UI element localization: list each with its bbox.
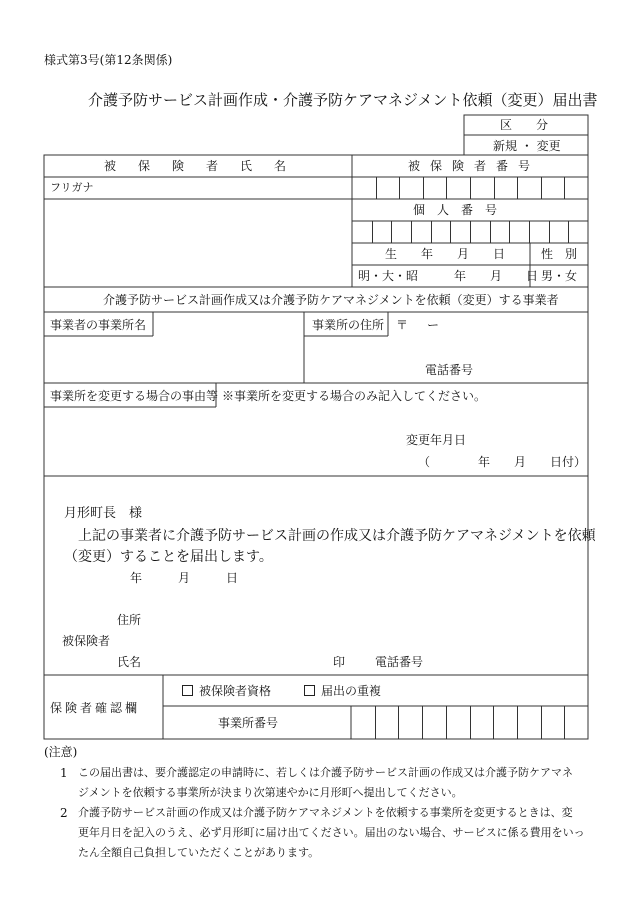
check-option2-label: 届出の重複: [321, 684, 382, 698]
declarant-phone-label: 電話番号: [375, 655, 424, 669]
change-reason-note: ※事業所を変更する場合のみ記入してください。: [222, 389, 487, 403]
form-number: 様式第3号(第12条関係): [44, 53, 173, 67]
insured-name-header: 被保険者氏名: [104, 159, 309, 173]
notes-heading: (注意): [44, 745, 78, 759]
note-1-line2: ジメントを依頼する事業所が決まり次第速やかに月形町へ提出してください。: [78, 786, 463, 799]
office-phone-label: 電話番号: [425, 363, 474, 377]
office-address-label: 事業所の住所: [312, 318, 385, 332]
checkbox-icon[interactable]: [304, 685, 315, 696]
provider-section-title: 介護予防サービス計画作成又は介護予防ケアマネジメントを依頼（変更）する事業者: [103, 293, 559, 307]
declaration-body-line2: （変更）することを届出します。: [64, 549, 273, 565]
office-number-label: 事業所番号: [218, 716, 279, 730]
declaration-date[interactable]: 年 月 日: [130, 571, 239, 585]
office-name-label: 事業者の事業所名: [50, 318, 147, 332]
note-2-line2: 更年月日を記入のうえ、必ず月形町に届け出てください。届出のない場合、サービスに係る費用をいっ: [78, 826, 585, 839]
form-title: 介護予防サービス計画作成・介護予防ケアマネジメント依頼（変更）届出書: [88, 91, 598, 109]
kubun-label: 区 分: [500, 118, 549, 132]
seal-label: 印: [333, 655, 346, 669]
check-duplicate-filing[interactable]: [304, 685, 381, 697]
note-1-number: 1: [60, 766, 68, 780]
kubun-value[interactable]: 新規 ・ 変更: [493, 139, 561, 153]
birthdate-value[interactable]: 明・大・昭 年 月 日: [358, 269, 539, 283]
gender-value[interactable]: 男・女: [541, 269, 578, 283]
change-date-label: 変更年月日: [406, 433, 467, 447]
change-reason-label: 事業所を変更する場合の事由等: [50, 389, 219, 403]
birthdate-header: 生 年 月 日: [385, 247, 506, 261]
note-2-line3: たん全額自己負担していただくことがあります。: [78, 846, 320, 859]
note-1-line1: この届出書は、要介護認定の申請時に、若しくは介護予防サービス計画の作成又は介護予防ケアマネ: [78, 766, 573, 779]
checkbox-icon[interactable]: [182, 685, 193, 696]
check-option1-label: 被保険者資格: [199, 684, 272, 698]
insured-number-header: 被保険者番号: [408, 159, 541, 173]
insurer-check-label: 保険者確認欄: [50, 701, 141, 715]
postal-dash: ー: [427, 318, 440, 332]
gender-header: 性 別: [541, 247, 578, 261]
addressee: 月形町長 様: [64, 506, 143, 521]
change-date-value[interactable]: （ 年 月 日付）: [418, 455, 587, 469]
declarant-insured-label: 被保険者: [62, 634, 111, 648]
furigana-label: フリガナ: [50, 181, 94, 194]
declarant-address-label: 住所: [117, 613, 142, 627]
postal-mark: 〒: [396, 318, 409, 332]
personal-number-label: 個 人 番 号: [413, 203, 498, 217]
declarant-name-label: 氏名: [117, 655, 142, 669]
check-insured-eligibility[interactable]: [182, 685, 271, 697]
note-2-number: 2: [60, 806, 68, 820]
note-2-line1: 介護予防サービス計画の作成又は介護予防ケアマネジメントを依頼する事業所を変更するときは、変: [78, 806, 573, 819]
declaration-body-line1: 上記の事業者に介護予防サービス計画の作成又は介護予防ケアマネジメントを依頼: [78, 528, 596, 544]
